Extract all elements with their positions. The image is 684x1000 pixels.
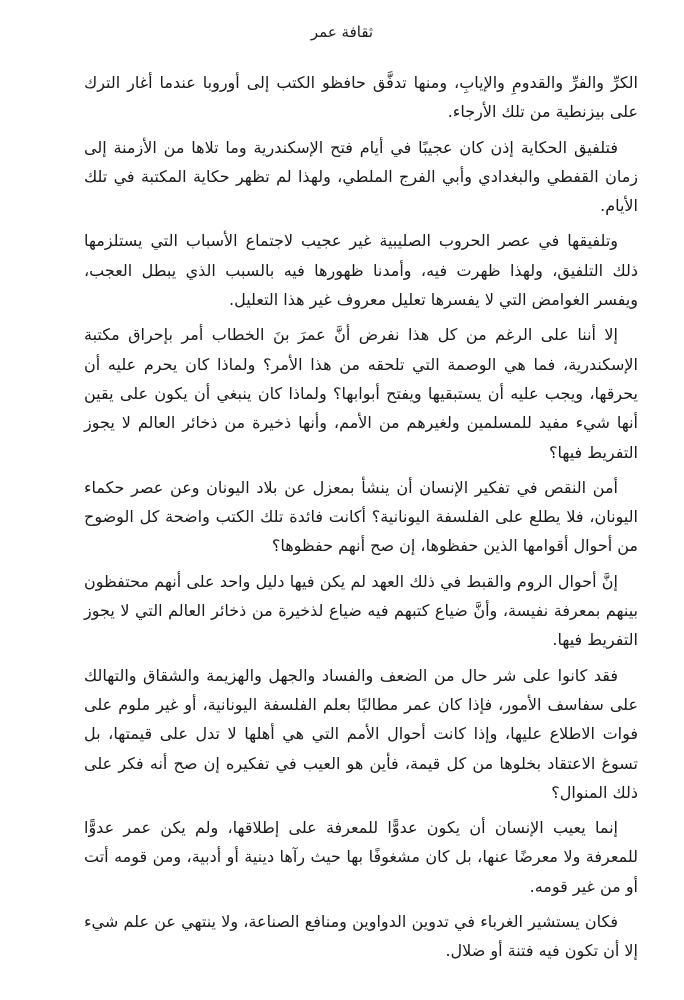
paragraph: إنما يعيب الإنسان أن يكون عدوًّا للمعرفة على إطلاقها، ولم يكن عمر عدوًّا للمعرفة ولا معرضًا عنها، بل كان مشغوفًا بها حيث رآها دينية أو أدبية، ومن قومه أتت أو من غير قومه. — [84, 818, 638, 896]
paragraph: أمن النقص في تفكير الإنسان أن ينشأ بمعزل عن بلاد اليونان وعن عصر حكماء اليونان، فلا يطلع على الفلسفة اليونانية؟ أكانت فائدة تلك الكتب واضحة كل الوضوح من أحوال أقوامها الذين حفظوها، إن صح أنهم حفظوها؟ — [84, 477, 638, 556]
paragraph: إلا أننا على الرغم من كل هذا نفرض أنَّ عمرَ بنَ الخطاب أمر بإحراق مكتبة الإسكندرية، فما هي الوصمة التي تلحقه من هذا الأمر؟ ولماذا كان يحرم عليه أن يحرقها، ويجب عليه أن يستبقيها ويفتح أبوابها؟ ولماذا كان ينبغي أن يكون على يقين أنها شيء مفيد للمسلمين ولغيرهم من الأمم، وأنها ذخيرة من ذخائر العالم لا يجوز التفريط فيها؟ — [84, 325, 638, 462]
running-header-title: ثقافة عمر — [310, 23, 374, 41]
paragraph: إنَّ أحوال الروم والقبط في ذلك العهد لم يكن فيها دليل واحد على أنهم محتفظون بينهم بمعرفة نفيسة، وأنَّ ضياع كتبهم فيه ضياع لذخيرة من ذخائر العالم التي لا يجوز التفريط فيها. — [84, 571, 638, 650]
body-text — [84, 68, 638, 972]
paragraph: الكرِّ والفرِّ والقدومِ والإيابِ، ومنها تدفَّق حافظو الكتب إلى أوروبا عندما أغار الترك على بيزنطية من تلك الأرجاء. — [84, 73, 638, 122]
paragraph: وتلفيقها في عصر الحروب الصليبية غير عجيب لاجتماع الأسباب التي يستلزمها ذلك التلفيق، ولهذا ظهرت فيه، وأمدنا ظهورها فيه بالسبب الذي يبطل العجب، ويفسر الغوامض التي لا يفسرها تعليل معروف غير هذا التعليل. — [84, 231, 638, 310]
paragraph: فتلفيق الحكاية إذن كان عجيبًا في أيام فتح الإسكندرية وما تلاها من الأزمنة إلى زمان القفطي والبغدادي وأبي الفرج الملطي، ولهذا لم تظهر حكاية المكتبة في تلك الأيام. — [84, 137, 638, 216]
paragraph: فكان يستشير الغرباء في تدوين الدواوين ومنافع الصناعة، ولا ينتهي عن علم شيء إلا أن تكون فيه فتنة أو ضلال. — [84, 912, 638, 961]
paragraph: فقد كانوا على شر حال من الضعف والفساد والجهل والهزيمة والشقاق والتهالك على سفاسف الأمور، فإذا كان عمر مطالبًا بعلم الفلسفة اليونانية، أو غير ملوم على فوات الاطلاع عليها، وإذا كانت أحوال الأمم التي هي أهلها لا تدل على قيمتها، بل تسوغ الاعتقاد بخلوها من كل قيمة، فأين هو العيب في تفكيره إن صح أنه فكر على ذلك المنوال؟ — [84, 665, 638, 802]
